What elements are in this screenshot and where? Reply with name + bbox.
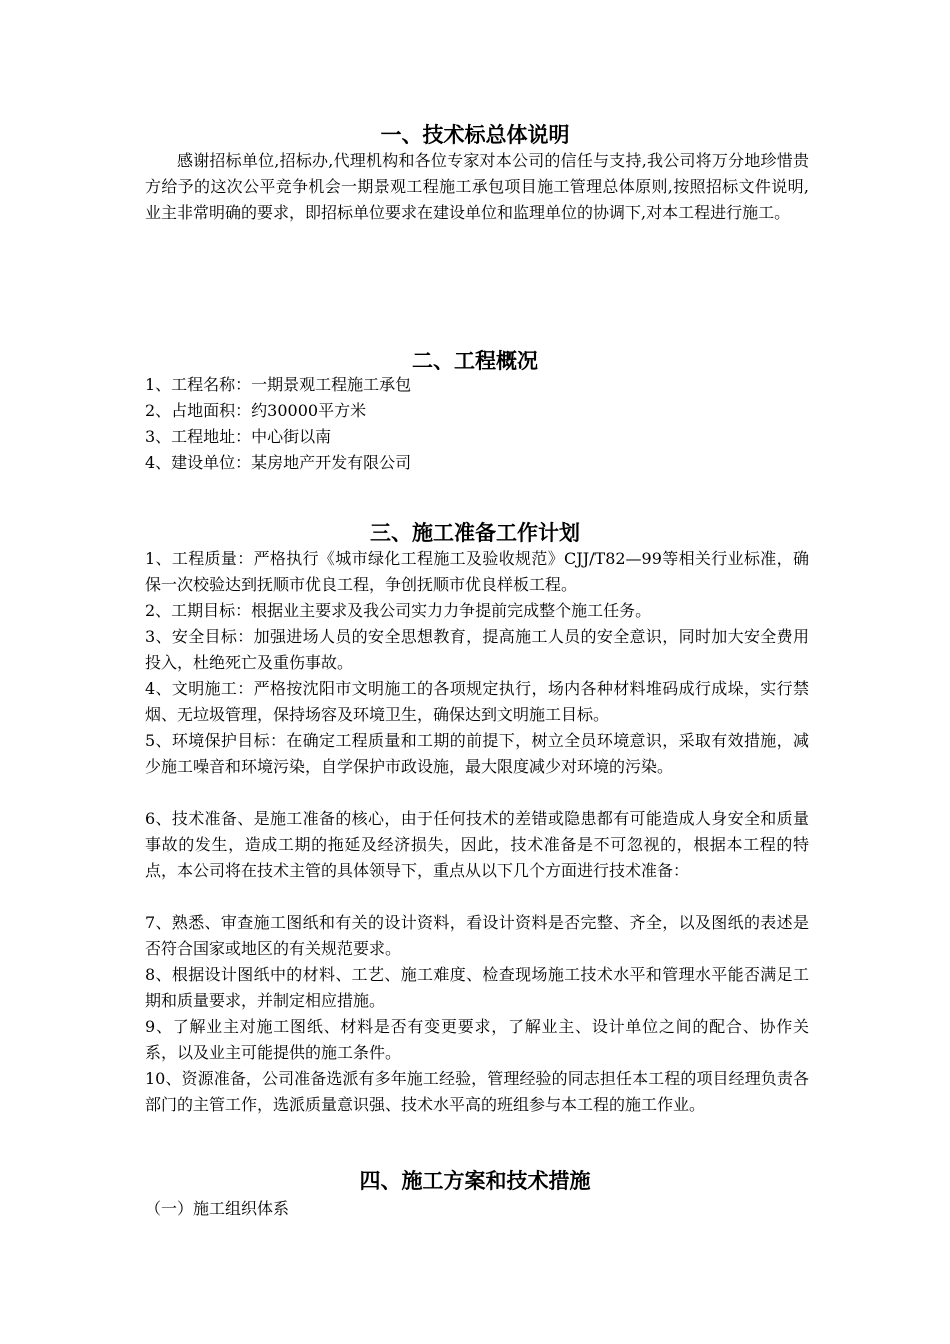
plan-item-drawings: 7、熟悉、审查施工图纸和有关的设计资料，看设计资料是否完整、齐全，以及图纸的表述是否符合国家或地区的有关规范要求。 bbox=[145, 913, 809, 958]
plan-item-safety: 3、安全目标：加强进场人员的安全思想教育，提高施工人员的安全意识，同时加大安全费用投入，杜绝死亡及重伤事故。 bbox=[145, 627, 809, 672]
section2-title: 二、工程概况 bbox=[412, 348, 538, 373]
site-area-item: 2、占地面积：约30000平方米 bbox=[145, 401, 367, 420]
construction-unit-item: 4、建设单位：某房地产开发有限公司 bbox=[145, 453, 412, 472]
plan-item-environment: 5、环境保护目标：在确定工程质量和工期的前提下，树立全员环境意识，采取有效措施，减少施工噪音和环境污染，自学保护市政设施，最大限度减少对环境的污染。 bbox=[145, 731, 809, 776]
plan-item-quality: 1、工程质量：严格执行《城市绿化工程施工及验收规范》CJJ/T82—99等相关行业标准，确保一次校验达到抚顺市优良工程，争创抚顺市优良样板工程。 bbox=[145, 549, 809, 594]
plan-item-owner: 9、了解业主对施工图纸、材料是否有变更要求，了解业主、设计单位之间的配合、协作关系，以及业主可能提供的施工条件。 bbox=[145, 1017, 809, 1062]
project-address-item: 3、工程地址：中心街以南 bbox=[145, 427, 332, 446]
plan-item-schedule: 2、工期目标：根据业主要求及我公司实力力争提前完成整个施工任务。 bbox=[145, 601, 652, 620]
section3-title: 三、施工准备工作计划 bbox=[370, 520, 580, 545]
plan-item-design: 8、根据设计图纸中的材料、工艺、施工难度、检查现场施工技术水平和管理水平能否满足工期和质量要求，并制定相应措施。 bbox=[145, 965, 809, 1010]
section1-title: 一、技术标总体说明 bbox=[380, 122, 570, 147]
plan-item-civilized: 4、文明施工：严格按沈阳市文明施工的各项规定执行，场内各种材料堆码成行成垛，实行禁烟、无垃圾管理，保持场容及环境卫生，确保达到文明施工目标。 bbox=[145, 679, 809, 724]
plan-item-technical: 6、技术准备、是施工准备的核心，由于任何技术的差错或隐患都有可能造成人身安全和质量事故的发生，造成工期的拖延及经济损失，因此，技术准备是不可忽视的，根据本工程的特点，本公司将在技术主管的具体领导下，重点从以下几个方面进行技术准备： bbox=[145, 809, 809, 880]
section1-body: 感谢招标单位,招标办,代理机构和各位专家对本公司的信任与支持,我公司将万分地珍惜贵方给予的这次公平竞争机会一期景观工程施工承包项目施工管理总体原则,按照招标文件说明,业主非常明确的要求，即招标单位要求在建设单位和监理单位的协调下,对本工程进行施工。 bbox=[145, 151, 809, 222]
section4-subtitle: （一）施工组织体系 bbox=[145, 1199, 290, 1218]
section4-title: 四、施工方案和技术措施 bbox=[359, 1168, 591, 1193]
project-name-item: 1、工程名称：一期景观工程施工承包 bbox=[145, 375, 412, 394]
plan-item-resources: 10、资源准备，公司准备选派有多年施工经验，管理经验的同志担任本工程的项目经理负责各部门的主管工作，选派质量意识强、技术水平高的班组参与本工程的施工作业。 bbox=[145, 1069, 809, 1114]
